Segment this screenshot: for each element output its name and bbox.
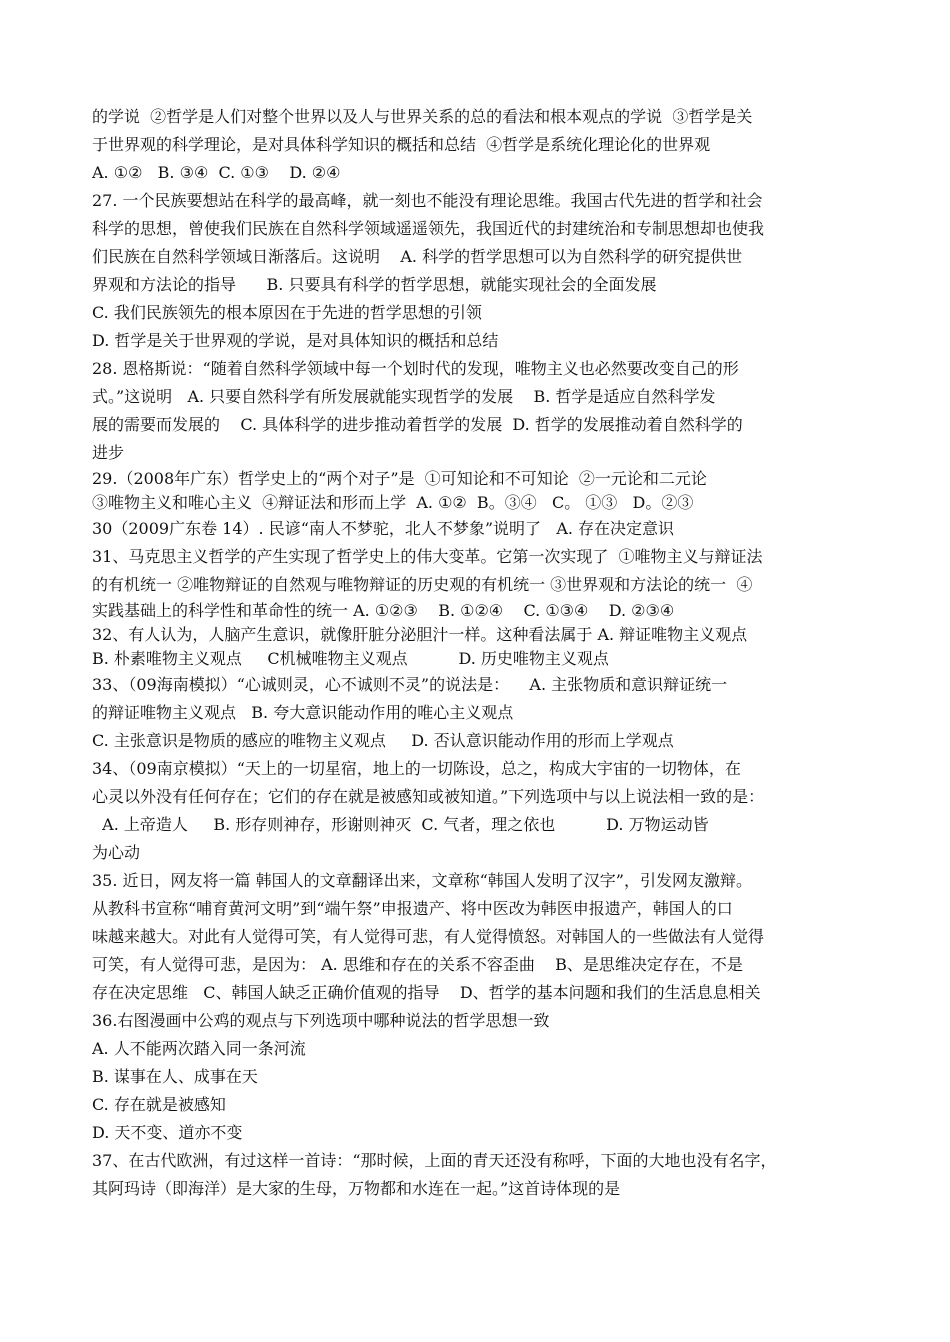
document-body — [92, 103, 862, 1203]
text-line: C. 主张意识是物质的感应的唯物主义观点 D. 否认意识能动作用的形而上学观点 — [92, 731, 674, 750]
text-line: 存在决定思维 C、韩国人缺乏正确价值观的指导 D、哲学的基本问题和我们的生活息息相关 — [92, 983, 761, 1002]
question-34: 34、（09南京模拟）“天上的一切星宿，地上的一切陈设，总之，构成大宇宙的一切物体，在 — [92, 759, 741, 778]
text-line: 味越来越大。对此有人觉得可笑，有人觉得可悲，有人觉得愤怒。对韩国人的一些做法有人觉得 — [92, 927, 765, 946]
text-line: B. 朴素唯物主义观点 C机械唯物主义观点 D. 历史唯物主义观点 — [92, 649, 609, 668]
text-line: 的有机统一 ②唯物辩证的自然观与唯物辩证的历史观的有机统一 ③世界观和方法论的统一 ④ — [92, 575, 753, 594]
option-d: D. 天不变、道亦不变 — [92, 1123, 243, 1142]
question-33: 33、（09海南模拟）“心诚则灵，心不诚则不灵”的说法是： A. 主张物质和意识辩证统一 — [92, 675, 728, 694]
text-line: 从教科书宣称“哺育黄河文明”到“端午祭”申报遗产、将中医改为韩医申报遗产，韩国人的口 — [92, 899, 733, 918]
text-line: D. 哲学是关于世界观的学说，是对具体知识的概括和总结 — [92, 331, 499, 350]
option-a: A. 人不能两次踏入同一条河流 — [92, 1039, 306, 1058]
text-line: A. ①② B. ③④ C. ①③ D. ②④ — [92, 163, 341, 182]
question-29: 29.（2008年广东）哲学史上的“两个对子”是 ①可知论和不可知论 ②一元论和二元论 — [92, 469, 707, 488]
question-27: 27. 一个民族要想站在科学的最高峰，就一刻也不能没有理论思维。我国古代先进的哲学和社会 — [92, 191, 763, 210]
text-line: 心灵以外没有任何存在；它们的存在就是被感知或被知道。”下列选项中与以上说法相一致的是： — [92, 787, 765, 806]
question-30: 30（2009广东卷 14）. 民谚“南人不梦驼，北人不梦象”说明了 A. 存在决定意识 — [92, 519, 675, 538]
text-line: 们民族在自然科学领域日渐落后。这说明 A. 科学的哲学思想可以为自然科学的研究提供世 — [92, 247, 743, 266]
question-28: 28. 恩格斯说：“随着自然科学领域中每一个划时代的发现，唯物主义也必然要改变自己的形 — [92, 359, 739, 378]
text-line: 为心动 — [92, 843, 141, 862]
text-line: A. 上帝造人 B. 形存则神存，形谢则神灭 C. 气者，理之依也 D. 万物运动皆 — [92, 815, 709, 834]
text-line: ③唯物主义和唯心主义 ④辩证法和形而上学 A. ①② B。③④ C。 ①③ D。②③ — [92, 493, 694, 512]
text-line: 于世界观的科学理论，是对具体科学知识的概括和总结 ④哲学是系统化理论化的世界观 — [92, 135, 711, 154]
text-line: 展的需要而发展的 C. 具体科学的进步推动着哲学的发展 D. 哲学的发展推动着自然科学的 — [92, 415, 743, 434]
question-35: 35. 近日，网友将一篇 韩国人的文章翻译出来，文章称“韩国人发明了汉字”，引发网友激辩。 — [92, 871, 752, 890]
text-line: 界观和方法论的指导 B. 只要具有科学的哲学思想，就能实现社会的全面发展 — [92, 275, 657, 294]
option-b: B. 谋事在人、成事在天 — [92, 1067, 258, 1086]
text-line: 实践基础上的科学性和革命性的统一 A. ①②③ B. ①②④ C. ①③④ D. ②③④ — [92, 601, 675, 620]
question-37: 37、在古代欧洲，有过这样一首诗：“那时候，上面的青天还没有称呼，下面的大地也没有名字， — [92, 1151, 777, 1170]
question-36: 36.右图漫画中公鸡的观点与下列选项中哪种说法的哲学思想一致 — [92, 1011, 550, 1030]
question-32: 32、有人认为，人脑产生意识，就像肝脏分泌胆汁一样。这种看法属于 A. 辩证唯物主义观点 — [92, 625, 748, 644]
text-line: 进步 — [92, 443, 125, 462]
text-line: 其阿玛诗（即海洋）是大家的生母，万物都和水连在一起。”这首诗体现的是 — [92, 1179, 621, 1198]
text-line: 科学的思想，曾使我们民族在自然科学领域遥遥领先，我国近代的封建统治和专制思想却也使我 — [92, 219, 765, 238]
text-line: C. 我们民族领先的根本原因在于先进的哲学思想的引领 — [92, 303, 482, 322]
text-line: 的学说 ②哲学是人们对整个世界以及人与世界关系的总的看法和根本观点的学说 ③哲学是关 — [92, 107, 753, 126]
question-31: 31、马克思主义哲学的产生实现了哲学史上的伟大变革。它第一次实现了 ①唯物主义与辩证法 — [92, 547, 763, 566]
text-line: 的辩证唯物主义观点 B. 夸大意识能动作用的唯心主义观点 — [92, 703, 514, 722]
text-line: 可笑，有人觉得可悲，是因为： A. 思维和存在的关系不容歪曲 B、是思维决定存在，不是 — [92, 955, 743, 974]
option-c: C. 存在就是被感知 — [92, 1095, 226, 1114]
text-line: 式。”这说明 A. 只要自然科学有所发展就能实现哲学的发展 B. 哲学是适应自然科学发 — [92, 387, 716, 406]
